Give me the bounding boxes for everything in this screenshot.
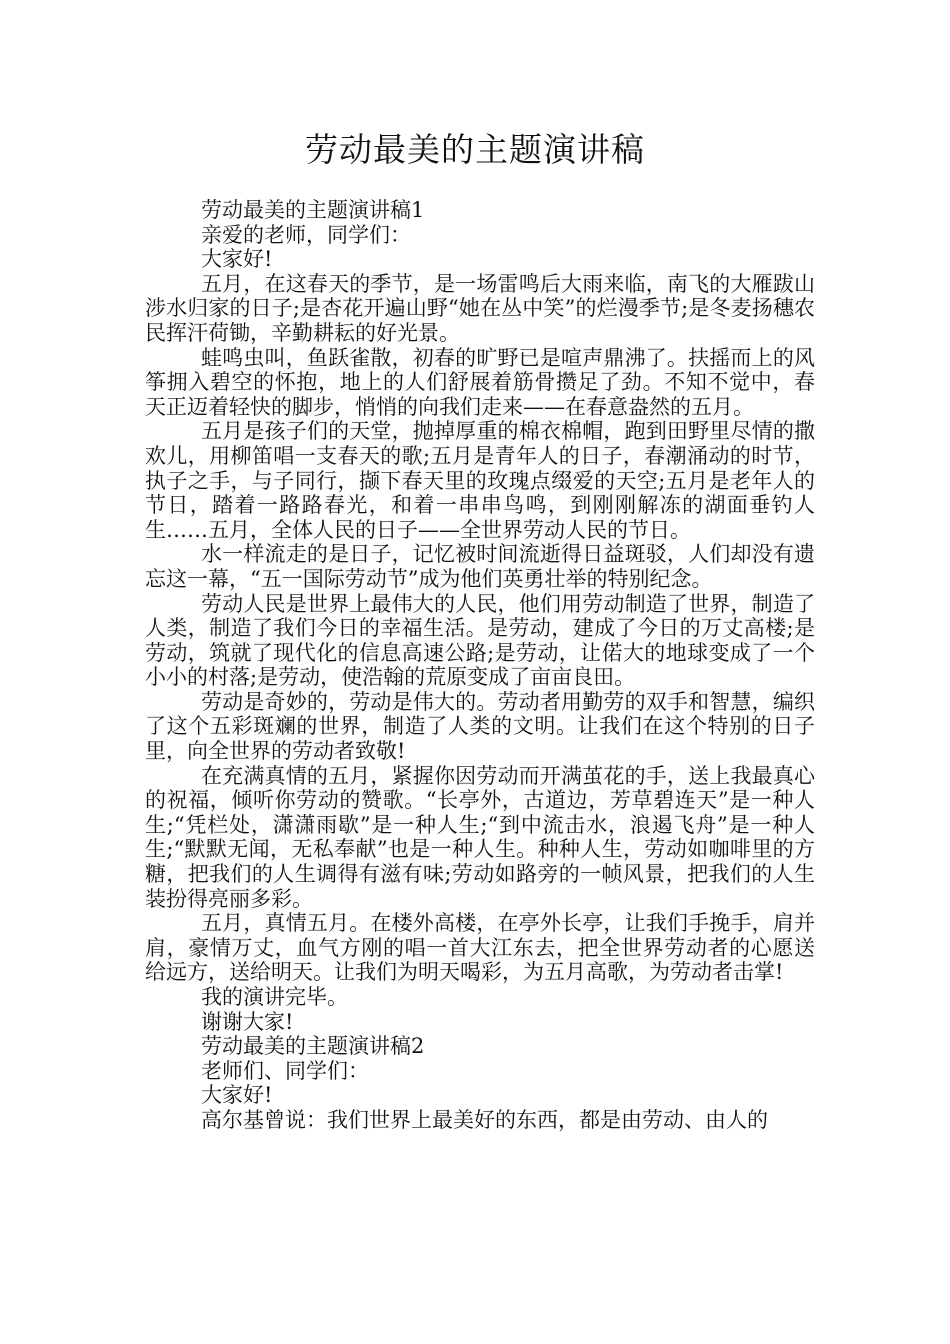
paragraph: 劳动人民是世界上最伟大的人民，他们用劳动制造了世界，制造了人类，制造了我们今日的幸福生活。是劳动，建成了今日的万丈高楼;是劳动，筑就了现代化的信息高速公路;是劳动，让偌大的地球变成了一个小小的村落;是劳动，使浩翰的荒原变成了亩亩良田。 (145, 591, 815, 690)
paragraph: 蛙鸣虫叫，鱼跃雀散，初春的旷野已是喧声鼎沸了。扶摇而上的风筝拥入碧空的怀抱，地上的人们舒展着筋骨攒足了劲。不知不觉中，春天正迈着轻快的脚步，悄悄的向我们走来——在春意盎然的五月。 (145, 345, 815, 419)
paragraph-speech1-heading: 劳动最美的主题演讲稿1 (201, 198, 425, 222)
paragraph: 水一样流走的是日子，记忆被时间流逝得日益斑驳，人们却没有遗忘这一幕，“五一国际劳动节”成为他们英勇壮举的特别纪念。 (145, 542, 815, 591)
paragraph-greeting: 大家好! (201, 247, 273, 272)
paragraph: 五月，真情五月。在楼外高楼，在亭外长亭，让我们手挽手，肩并肩，豪情万丈，血气方刚的唱一首大江东去，把全世界劳动者的心愿送给远方，送给明天。让我们为明天喝彩，为五月高歌，为劳动者击掌! (145, 911, 815, 985)
document-body (145, 198, 815, 1133)
paragraph-salutation: 老师们、同学们： (201, 1058, 369, 1083)
document-title: 劳动最美的主题演讲稿 (305, 130, 645, 169)
paragraph-thanks: 谢谢大家! (201, 1009, 294, 1034)
paragraph: 五月是孩子们的天堂，抛掉厚重的棉衣棉帽，跑到田野里尽情的撒欢儿，用柳笛唱一支春天的歌;五月是青年人的日子，春潮涌动的时节，执子之手，与子同行，撷下春天里的玫瑰点缀爱的天空;五月是老年人的节日，踏着一路路春光，和着一串串鸟鸣，到刚刚解冻的湖面垂钓人生……五月，全体人民的日子——全世界劳动人民的节日。 (145, 419, 815, 542)
paragraph-speech2-heading: 劳动最美的主题演讲稿2 (201, 1034, 425, 1059)
paragraph: 五月，在这春天的季节，是一场雷鸣后大雨来临，南飞的大雁跋山涉水归家的日子;是杏花开遍山野“她在丛中笑”的烂漫季节;是冬麦扬穗农民挥汗荷锄，辛勤耕耘的好光景。 (145, 271, 815, 345)
paragraph-salutation: 亲爱的老师，同学们： (201, 222, 411, 247)
paragraph: 在充满真情的五月，紧握你因劳动而开满茧花的手，送上我最真心的祝福，倾听你劳动的赞歌。“长亭外，古道边，芳草碧连天”是一种人生;“凭栏处，潇潇雨歇”是一种人生;“到中流击水，浪遏飞舟”是一种人生;“默默无闻，无私奉献”也是一种人生。种种人生，劳动如咖啡里的方糖，把我们的人生调得有滋有味;劳动如路旁的一帧风景，把我们的人生装扮得亮丽多彩。 (145, 763, 815, 911)
paragraph-closing: 我的演讲完毕。 (201, 985, 348, 1009)
paragraph: 高尔基曾说：我们世界上最美好的东西，都是由劳动、由人的 (201, 1107, 768, 1132)
paragraph-greeting: 大家好! (201, 1083, 273, 1108)
paragraph: 劳动是奇妙的，劳动是伟大的。劳动者用勤劳的双手和智慧，编织了这个五彩斑斓的世界，制造了人类的文明。让我们在这个特别的日子里，向全世界的劳动者致敬! (145, 689, 815, 764)
